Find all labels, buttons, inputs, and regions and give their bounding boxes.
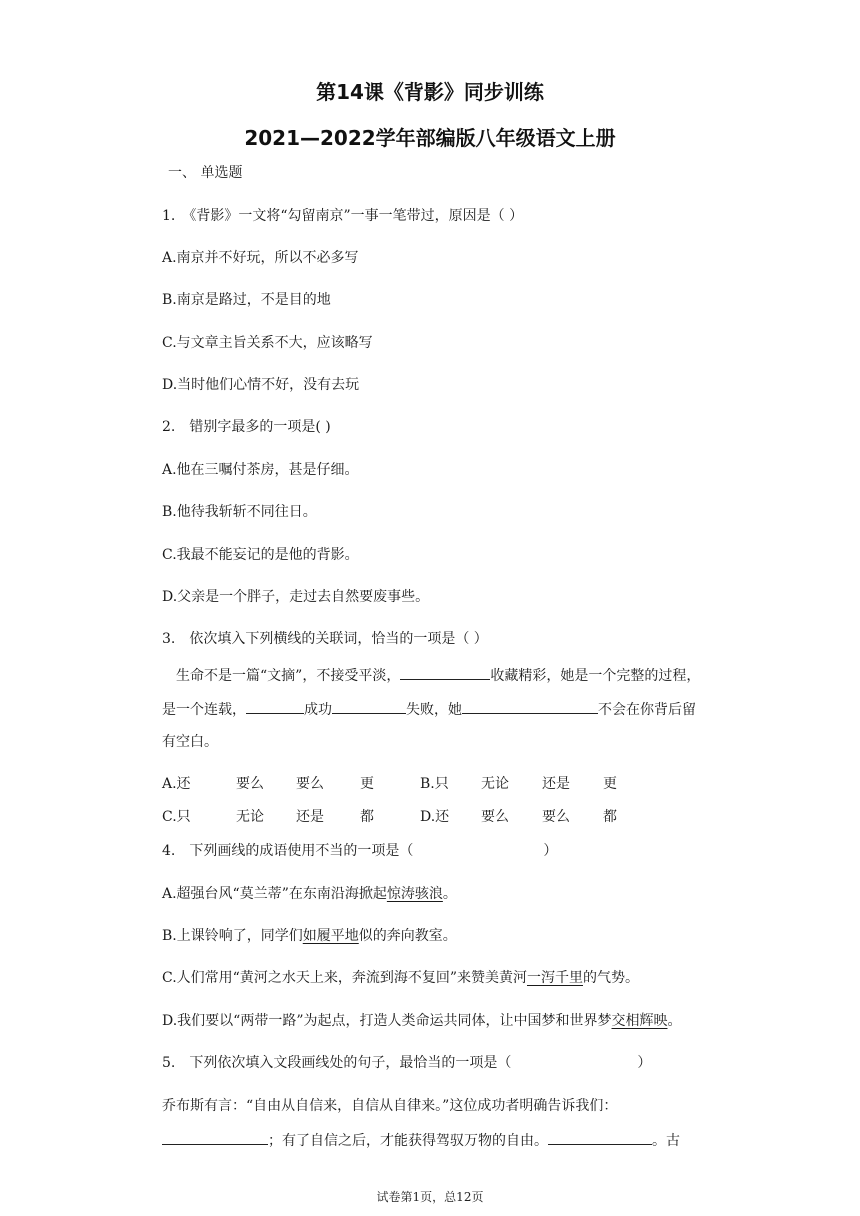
q3-option-b-word: 无论 [481,776,509,792]
fill-blank [246,698,304,714]
q1-option-a: A.南京并不好玩，所以不必多写 [162,250,359,266]
question-2-stem: 2. 错别字最多的一项是( ) [162,419,331,435]
question-4-stem [162,841,557,861]
q4-stem-text: 4. 下列画线的成语使用不当的一项是（ [162,843,414,859]
q3-option-a-word: 要么 [296,776,324,792]
q5-stem-close: ） [637,1055,652,1071]
q3-option-a-label: A.还 [162,776,191,792]
q3-passage-line-1 [176,664,700,686]
underlined-idiom: 一泻千里 [526,970,583,986]
q3-passage-text: 成功 [304,702,332,718]
q3-passage-text: 失败，她 [406,702,462,718]
q4-option-text: 。 [442,886,457,902]
q3-option-b-label: B.只 [420,776,449,792]
q3-passage-text: 是一个连载， [162,702,246,718]
underlined-idiom: 惊涛骇浪 [386,886,443,902]
q5-passage-line-2 [162,1129,680,1151]
q3-option-b-word: 更 [603,776,617,792]
q3-option-a-word: 更 [360,776,374,792]
page-subtitle: 2021—2022学年部编版八年级语文上册 [244,126,616,150]
q1-option-b: B.南京是路过，不是目的地 [162,292,331,308]
q3-passage-line-3: 有空白。 [162,734,218,750]
q5-passage-line-1: 乔布斯有言：“自由从自信来，自信从自律来。”这位成功者明确告诉我们： [162,1098,618,1114]
fill-blank [462,698,598,714]
q5-passage-text: 。古 [652,1133,680,1149]
q3-option-a-word: 要么 [236,776,264,792]
section-heading: 一、 单选题 [168,165,243,181]
underlined-idiom: 交相辉映 [611,1013,668,1029]
q1-option-c: C.与文章主旨关系不大，应该略写 [162,335,373,351]
q3-option-b-word: 还是 [542,776,570,792]
fill-blank [162,1129,268,1145]
underlined-idiom: 如履平地 [302,928,359,944]
q2-option-c: C.我最不能妄记的是他的背影。 [162,547,359,563]
question-5-stem [162,1053,651,1073]
q4-option-a [162,884,457,904]
fill-blank [332,698,406,714]
q3-passage-line-2 [162,698,696,720]
fill-blank [548,1129,652,1145]
q3-option-c-word: 还是 [296,809,324,825]
question-1-stem: 1. 《背影》一文将“勾留南京”一事一笔带过，原因是（ ） [162,208,524,224]
q4-option-text: C.人们常用“黄河之水天上来，奔流到海不复回”来赞美黄河 [162,970,527,986]
q4-option-text: B.上课铃响了，同学们 [162,928,303,944]
q3-option-c-word: 无论 [236,809,264,825]
q3-option-d-label: D.还 [420,809,450,825]
q3-option-d-word: 要么 [542,809,570,825]
q4-option-text: 。 [667,1013,682,1029]
q4-option-text: A.超强台风“莫兰蒂”在东南沿海掀起 [162,886,387,902]
q5-passage-text: ；有了自信之后，才能获得驾驭万物的自由。 [268,1133,548,1149]
q4-option-text: D.我们要以“两带一路”为起点，打造人类命运共同体，让中国梦和世界梦 [162,1013,612,1029]
q5-stem-text: 5. 下列依次填入文段画线处的句子，最恰当的一项是（ [162,1055,512,1071]
q1-option-d: D.当时他们心情不好，没有去玩 [162,377,360,393]
q4-option-b [162,926,457,946]
q3-option-c-word: 都 [360,809,374,825]
q4-option-text: 似的奔向教室。 [358,928,457,944]
question-3-stem: 3. 依次填入下列横线的关联词，恰当的一项是（ ） [162,631,488,647]
q3-option-c-label: C.只 [162,809,191,825]
fill-blank [400,664,490,680]
q4-stem-close: ） [543,843,558,859]
q4-option-d [162,1011,682,1031]
q3-passage-text: 收藏精彩，她是一个完整的过程， [490,668,701,684]
q2-option-d: D.父亲是一个胖子，走过去自然要废事些。 [162,589,430,605]
q3-option-d-word: 要么 [481,809,509,825]
q3-option-d-word: 都 [603,809,617,825]
q4-option-c [162,968,639,988]
q4-option-text: 的气势。 [582,970,639,986]
q3-passage-text: 不会在你背后留 [598,702,696,718]
page-title: 第14课《背影》同步训练 [316,80,544,104]
q2-option-a: A.他在三嘱付茶房，甚是仔细。 [162,462,359,478]
q3-passage-text: 生命不是一篇“文摘”，不接受平淡， [176,668,401,684]
q2-option-b: B.他待我斩斩不同往日。 [162,504,317,520]
page-footer: 试卷第1页，总12页 [376,1190,484,1204]
